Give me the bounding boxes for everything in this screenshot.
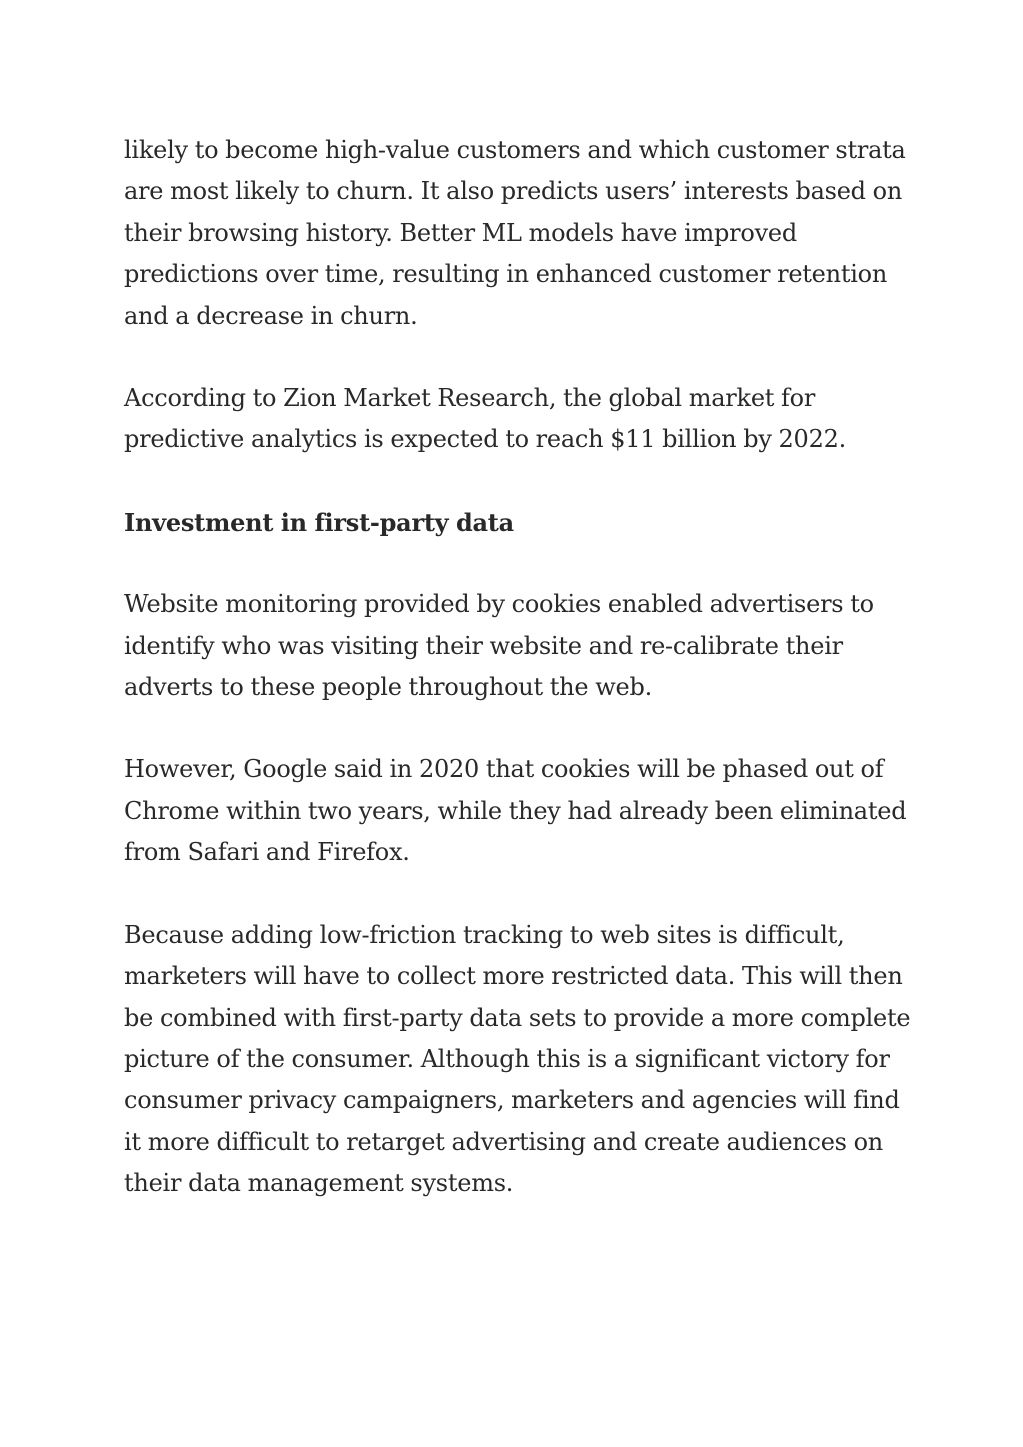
section-heading: Investment in first-party data [124,507,514,537]
paragraph-cookies-monitoring: Website monitoring provided by cookies enabled advertisers to identify who was visiting their website and re-calibrate their adverts to these people throughout the web. [124,590,874,702]
paragraph-cookies-phaseout: However, Google said in 2020 that cookies will be phased out of Chrome within two years, while they had already been eliminated from Safari and Firefox. [124,755,907,867]
paragraph-market-forecast: According to Zion Market Research, the global market for predictive analytics is expected to reach $11 billion by 2022. [124,384,846,454]
paragraph-first-party-data: Because adding low-friction tracking to web sites is difficult, marketers will have to collect more restricted data. This will then be combined with first-party data sets to provide a more complete picture of the consumer. Although this is a significant victory for consumer privacy campaigners, marketers and agencies will find it more difficult to retarget advertising and create audiences on their data management systems. [124,920,911,1198]
article-body [124,130,914,1246]
paragraph-churn-predictions: likely to become high-value customers and which customer strata are most likely to churn. It also predicts users’ interests based on their browsing history. Better ML models have improved predictions over time, resulting in enhanced customer retention and a decrease in churn. [124,136,906,330]
